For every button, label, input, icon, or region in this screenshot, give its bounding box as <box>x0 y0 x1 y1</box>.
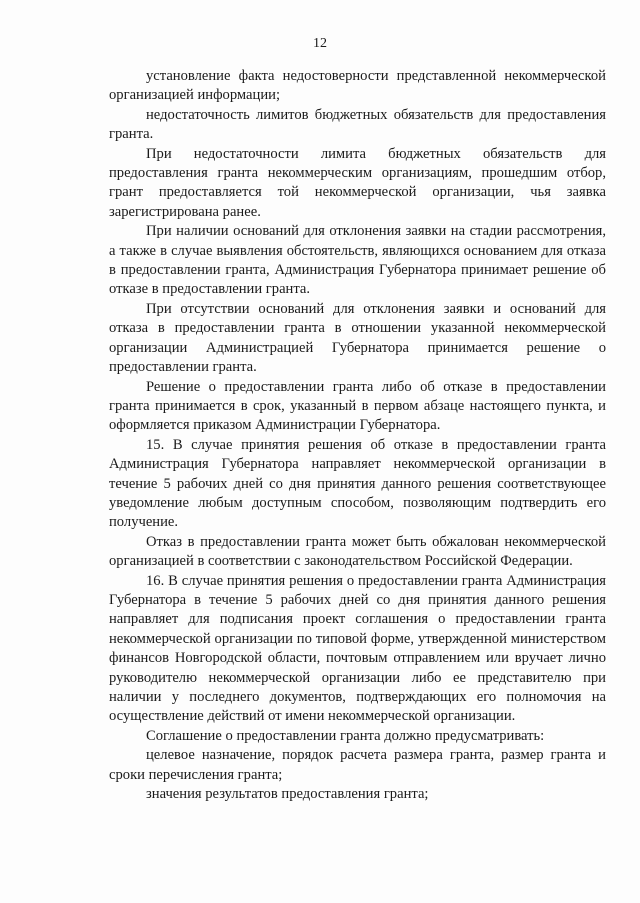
paragraph-2: недостаточность лимитов бюджетных обязательств для предоставления гранта. <box>109 106 606 143</box>
paragraph-6: Решение о предоставлении гранта либо об отказе в предоставлении гранта принимается в срок, указанный в первом абзаце настоящего пункта, и оформляется приказом Администрации Губернатора. <box>109 378 606 434</box>
paragraph-4: При наличии оснований для отклонения заявки на стадии рассмотрения, а также в случае выявления обстоятельств, являющихся основанием для отказа в предоставлении гранта, Администрация Губернатора принимает решение об отказе в предоставлении гранта. <box>109 223 606 298</box>
paragraph-8: Отказ в предоставлении гранта может быть обжалован некоммерческой организацией в соответствии с законодательством Российской Федерации. <box>109 533 606 570</box>
document-body <box>109 67 606 804</box>
paragraph-5: При отсутствии оснований для отклонения заявки и оснований для отказа в предоставлении гранта в отношении указанной некоммерческой организации Администрацией Губернатора принимается решение о предоставлении гранта. <box>109 300 606 376</box>
paragraph-9: 16. В случае принятия решения о предоставлении гранта Администрация Губернатора в течение 5 рабочих дней со дня принятия данного решения направляет для подписания проект соглашения о предоставлении гранта некоммерческой организации по типовой форме, утвержденной министерством финансов Новгородской области, почтовым отправлением или вручает лично руководителю некоммерческой организации либо ее представителю при наличии у последнего документов, подтверждающих его полномочия на осуществление действий от имени некоммерческой организации. <box>109 572 606 725</box>
paragraph-11: целевое назначение, порядок расчета размера гранта, размер гранта и сроки перечисления гранта; <box>109 747 606 783</box>
paragraph-7: 15. В случае принятия решения об отказе в предоставлении гранта Администрация Губернатора направляет некоммерческой организации в течение 5 рабочих дней со дня принятия данного решения соответствующее уведомление любым доступным способом, позволяющим подтвердить его получение. <box>109 436 606 531</box>
paragraph-10: Соглашение о предоставлении гранта должно предусматривать: <box>146 727 545 744</box>
page-number: 12 <box>313 36 327 51</box>
paragraph-3: При недостаточности лимита бюджетных обязательств для предоставления гранта некоммерческим организациям, прошедшим отбор, грант предоставляется той некоммерческой организации, чья заявка зарегистрирована ранее. <box>109 145 606 220</box>
paragraph-1: установление факта недостоверности представленной некоммерческой организацией информации; <box>109 68 606 104</box>
paragraph-12: значения результатов предоставления гранта; <box>146 786 429 803</box>
